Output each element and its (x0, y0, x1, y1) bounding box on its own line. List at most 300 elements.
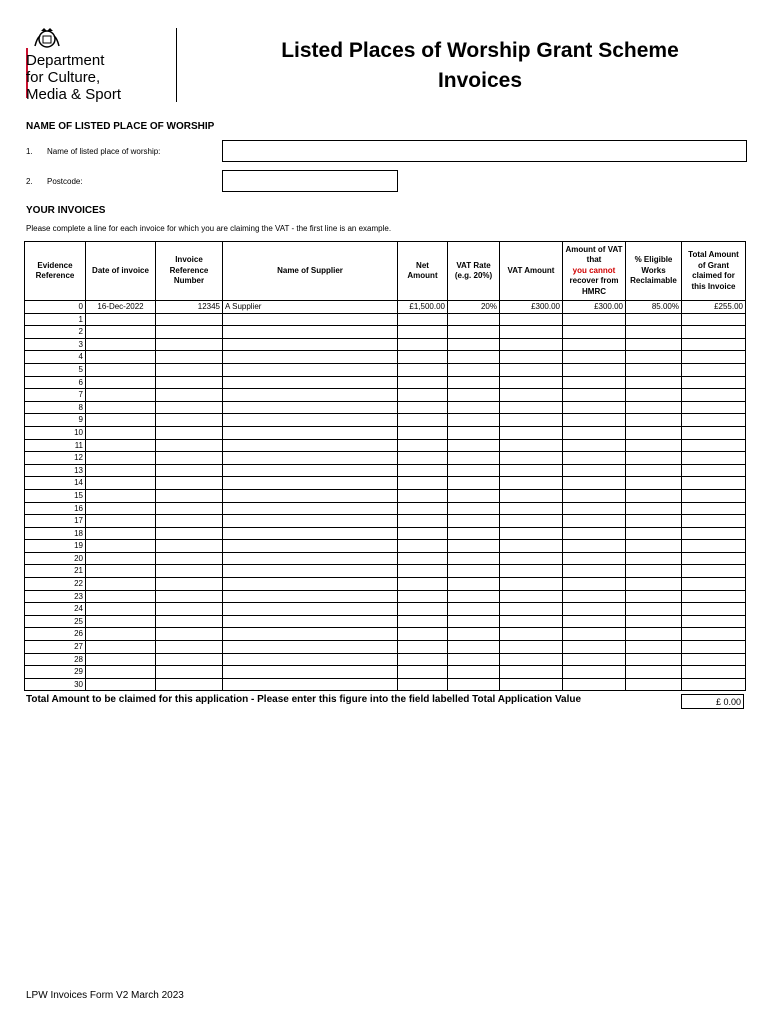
table-cell[interactable] (223, 426, 398, 439)
table-cell[interactable] (398, 414, 448, 427)
table-cell[interactable] (500, 628, 563, 641)
table-cell[interactable] (223, 552, 398, 565)
table-cell[interactable] (398, 603, 448, 616)
table-cell[interactable] (156, 489, 223, 502)
table-cell[interactable] (223, 527, 398, 540)
table-cell[interactable] (86, 502, 156, 515)
table-cell[interactable] (223, 477, 398, 490)
table-cell[interactable] (223, 515, 398, 528)
table-cell[interactable] (86, 540, 156, 553)
table-cell[interactable] (626, 401, 682, 414)
table-cell[interactable] (398, 401, 448, 414)
table-cell[interactable] (398, 666, 448, 679)
table-cell[interactable] (500, 578, 563, 591)
table-cell[interactable] (448, 351, 500, 364)
table-cell[interactable] (563, 578, 626, 591)
table-cell[interactable] (626, 603, 682, 616)
table-cell[interactable] (563, 641, 626, 654)
table-cell[interactable] (448, 439, 500, 452)
row-ref: 10 (25, 426, 86, 439)
table-cell[interactable] (156, 363, 223, 376)
table-cell[interactable] (448, 389, 500, 402)
table-cell[interactable] (563, 338, 626, 351)
table-cell[interactable] (682, 641, 746, 654)
table-cell[interactable] (500, 452, 563, 465)
table-cell[interactable] (448, 590, 500, 603)
table-cell[interactable] (563, 653, 626, 666)
table-cell[interactable] (500, 426, 563, 439)
table-cell[interactable] (563, 389, 626, 402)
table-cell[interactable] (626, 515, 682, 528)
table-row (25, 439, 746, 452)
table-cell[interactable] (223, 389, 398, 402)
table-cell[interactable] (448, 666, 500, 679)
table-cell[interactable] (398, 653, 448, 666)
table-cell[interactable] (86, 326, 156, 339)
table-cell[interactable] (626, 439, 682, 452)
table-row (25, 653, 746, 666)
table-cell[interactable] (223, 363, 398, 376)
table-cell[interactable] (500, 351, 563, 364)
table-cell[interactable] (626, 552, 682, 565)
table-cell[interactable] (682, 338, 746, 351)
table-cell[interactable] (626, 326, 682, 339)
table-cell[interactable] (156, 653, 223, 666)
table-cell[interactable] (398, 452, 448, 465)
row-ref: 9 (25, 414, 86, 427)
table-cell[interactable] (682, 426, 746, 439)
table-cell[interactable] (448, 313, 500, 326)
table-cell[interactable] (156, 578, 223, 591)
table-cell[interactable] (626, 641, 682, 654)
table-cell[interactable] (500, 439, 563, 452)
table-cell[interactable] (626, 666, 682, 679)
table-cell[interactable] (682, 653, 746, 666)
table-cell[interactable] (682, 502, 746, 515)
table-cell[interactable] (500, 615, 563, 628)
table-cell[interactable] (500, 678, 563, 691)
table-cell[interactable] (563, 426, 626, 439)
table-cell[interactable] (86, 578, 156, 591)
table-cell[interactable] (156, 628, 223, 641)
table-cell[interactable] (682, 615, 746, 628)
table-cell[interactable] (86, 414, 156, 427)
example-eligible[interactable]: 85.00% (626, 301, 682, 314)
table-cell[interactable] (223, 489, 398, 502)
table-cell[interactable] (448, 653, 500, 666)
table-cell[interactable] (398, 464, 448, 477)
row-ref: 12 (25, 452, 86, 465)
table-cell[interactable] (626, 678, 682, 691)
table-cell[interactable] (448, 578, 500, 591)
table-cell[interactable] (223, 590, 398, 603)
table-cell[interactable] (563, 376, 626, 389)
table-cell[interactable] (500, 603, 563, 616)
table-row (25, 527, 746, 540)
table-cell[interactable] (156, 401, 223, 414)
table-cell[interactable] (156, 678, 223, 691)
table-cell[interactable] (626, 452, 682, 465)
table-cell[interactable] (86, 363, 156, 376)
table-cell[interactable] (563, 678, 626, 691)
table-cell[interactable] (563, 313, 626, 326)
table-cell[interactable] (682, 401, 746, 414)
header-supplier: Name of Supplier (223, 242, 398, 301)
table-cell[interactable] (223, 615, 398, 628)
table-cell[interactable] (156, 515, 223, 528)
table-cell[interactable] (86, 313, 156, 326)
table-cell[interactable] (86, 603, 156, 616)
table-cell[interactable] (500, 389, 563, 402)
table-cell[interactable] (448, 452, 500, 465)
table-cell[interactable] (398, 389, 448, 402)
example-ref: 0 (25, 301, 86, 314)
table-cell[interactable] (156, 502, 223, 515)
table-cell[interactable] (398, 615, 448, 628)
table-cell[interactable] (398, 527, 448, 540)
table-cell[interactable] (682, 540, 746, 553)
table-cell[interactable] (223, 313, 398, 326)
table-cell[interactable] (563, 452, 626, 465)
table-row (25, 502, 746, 515)
table-cell[interactable] (682, 313, 746, 326)
table-cell[interactable] (398, 351, 448, 364)
table-cell[interactable] (223, 565, 398, 578)
table-cell[interactable] (156, 313, 223, 326)
table-cell[interactable] (563, 489, 626, 502)
table-cell[interactable] (563, 439, 626, 452)
table-cell[interactable] (156, 389, 223, 402)
row-ref: 14 (25, 477, 86, 490)
table-cell[interactable] (563, 401, 626, 414)
table-cell[interactable] (500, 565, 563, 578)
table-cell[interactable] (448, 603, 500, 616)
table-cell[interactable] (223, 401, 398, 414)
example-vat-rate[interactable]: 20% (448, 301, 500, 314)
table-cell[interactable] (156, 376, 223, 389)
table-cell[interactable] (563, 603, 626, 616)
table-cell[interactable] (398, 426, 448, 439)
table-cell[interactable] (86, 452, 156, 465)
table-cell[interactable] (682, 678, 746, 691)
table-cell[interactable] (682, 452, 746, 465)
example-invoice-ref[interactable]: 12345 (156, 301, 223, 314)
table-cell[interactable] (398, 628, 448, 641)
table-row (25, 426, 746, 439)
table-cell[interactable] (448, 540, 500, 553)
table-cell[interactable] (86, 527, 156, 540)
table-cell[interactable] (398, 326, 448, 339)
table-cell[interactable] (500, 502, 563, 515)
table-cell[interactable] (448, 464, 500, 477)
table-cell[interactable] (86, 565, 156, 578)
table-cell[interactable] (156, 527, 223, 540)
table-cell[interactable] (563, 590, 626, 603)
table-cell[interactable] (682, 552, 746, 565)
table-cell[interactable] (86, 653, 156, 666)
table-cell[interactable] (448, 515, 500, 528)
table-cell[interactable] (156, 666, 223, 679)
table-cell[interactable] (448, 338, 500, 351)
table-cell[interactable] (156, 540, 223, 553)
table-cell[interactable] (500, 552, 563, 565)
table-cell[interactable] (626, 502, 682, 515)
table-cell[interactable] (398, 439, 448, 452)
table-cell[interactable] (500, 540, 563, 553)
table-cell[interactable] (682, 439, 746, 452)
table-cell[interactable] (86, 628, 156, 641)
table-cell[interactable] (448, 376, 500, 389)
table-cell[interactable] (682, 515, 746, 528)
table-cell[interactable] (86, 590, 156, 603)
table-cell[interactable] (682, 326, 746, 339)
table-cell[interactable] (626, 363, 682, 376)
total-value: £ 0.00 (681, 694, 744, 709)
table-cell[interactable] (626, 414, 682, 427)
table-cell[interactable] (223, 678, 398, 691)
table-cell[interactable] (223, 439, 398, 452)
table-cell[interactable] (86, 426, 156, 439)
table-cell[interactable] (448, 641, 500, 654)
table-cell[interactable] (626, 628, 682, 641)
table-cell[interactable] (156, 603, 223, 616)
table-cell[interactable] (398, 477, 448, 490)
table-cell[interactable] (86, 641, 156, 654)
table-row (25, 552, 746, 565)
table-cell[interactable] (626, 376, 682, 389)
table-cell[interactable] (500, 653, 563, 666)
table-cell[interactable] (156, 426, 223, 439)
table-cell[interactable] (223, 603, 398, 616)
vat-unrecoverable-red: you cannot (572, 265, 616, 275)
table-cell[interactable] (563, 527, 626, 540)
table-cell[interactable] (626, 313, 682, 326)
table-cell[interactable] (156, 414, 223, 427)
table-cell[interactable] (448, 477, 500, 490)
table-cell[interactable] (448, 363, 500, 376)
table-cell[interactable] (500, 489, 563, 502)
table-cell[interactable] (626, 489, 682, 502)
table-cell[interactable] (500, 401, 563, 414)
table-cell[interactable] (223, 414, 398, 427)
table-cell[interactable] (682, 527, 746, 540)
table-cell[interactable] (682, 590, 746, 603)
table-cell[interactable] (682, 628, 746, 641)
table-cell[interactable] (500, 477, 563, 490)
table-cell[interactable] (223, 326, 398, 339)
table-cell[interactable] (500, 641, 563, 654)
table-cell[interactable] (500, 590, 563, 603)
table-cell[interactable] (563, 477, 626, 490)
table-row (25, 666, 746, 679)
table-cell[interactable] (500, 326, 563, 339)
table-cell[interactable] (626, 590, 682, 603)
table-cell[interactable] (156, 552, 223, 565)
table-cell[interactable] (682, 389, 746, 402)
row-ref: 25 (25, 615, 86, 628)
table-cell[interactable] (448, 527, 500, 540)
table-cell[interactable] (223, 376, 398, 389)
table-cell[interactable] (86, 515, 156, 528)
table-cell[interactable] (682, 578, 746, 591)
table-cell[interactable] (563, 351, 626, 364)
table-cell[interactable] (156, 452, 223, 465)
example-net[interactable]: £1,500.00 (398, 301, 448, 314)
table-cell[interactable] (500, 666, 563, 679)
table-cell[interactable] (223, 641, 398, 654)
table-cell[interactable] (398, 489, 448, 502)
example-vat-unrecoverable[interactable]: £300.00 (563, 301, 626, 314)
table-cell[interactable] (398, 641, 448, 654)
table-cell[interactable] (500, 515, 563, 528)
table-cell[interactable] (626, 338, 682, 351)
table-cell[interactable] (86, 678, 156, 691)
table-cell[interactable] (626, 565, 682, 578)
table-cell[interactable] (626, 351, 682, 364)
table-cell[interactable] (626, 464, 682, 477)
table-cell[interactable] (500, 363, 563, 376)
table-cell[interactable] (448, 552, 500, 565)
table-cell[interactable] (86, 489, 156, 502)
table-cell[interactable] (563, 515, 626, 528)
table-cell[interactable] (398, 313, 448, 326)
table-cell[interactable] (682, 565, 746, 578)
example-row (25, 301, 746, 314)
table-cell[interactable] (156, 641, 223, 654)
table-cell[interactable] (86, 464, 156, 477)
table-cell[interactable] (86, 401, 156, 414)
table-cell[interactable] (86, 439, 156, 452)
table-cell[interactable] (500, 414, 563, 427)
table-row (25, 401, 746, 414)
table-cell[interactable] (223, 578, 398, 591)
table-cell[interactable] (86, 338, 156, 351)
place-name-input[interactable] (222, 140, 747, 162)
table-cell[interactable] (86, 552, 156, 565)
table-cell[interactable] (682, 464, 746, 477)
example-date[interactable]: 16-Dec-2022 (86, 301, 156, 314)
table-cell[interactable] (86, 351, 156, 364)
table-cell[interactable] (448, 615, 500, 628)
table-cell[interactable] (682, 363, 746, 376)
table-cell[interactable] (156, 439, 223, 452)
table-cell[interactable] (223, 338, 398, 351)
table-cell[interactable] (448, 414, 500, 427)
table-cell[interactable] (448, 401, 500, 414)
table-cell[interactable] (223, 464, 398, 477)
table-cell[interactable] (626, 578, 682, 591)
example-vat-amount[interactable]: £300.00 (500, 301, 563, 314)
table-cell[interactable] (626, 615, 682, 628)
table-cell[interactable] (682, 414, 746, 427)
table-cell[interactable] (682, 477, 746, 490)
table-cell[interactable] (563, 615, 626, 628)
table-cell[interactable] (398, 678, 448, 691)
table-cell[interactable] (398, 540, 448, 553)
table-cell[interactable] (398, 515, 448, 528)
row-ref: 22 (25, 578, 86, 591)
table-cell[interactable] (398, 590, 448, 603)
table-cell[interactable] (563, 552, 626, 565)
table-cell[interactable] (563, 464, 626, 477)
table-cell[interactable] (563, 326, 626, 339)
table-cell[interactable] (448, 326, 500, 339)
table-cell[interactable] (448, 565, 500, 578)
table-cell[interactable] (398, 578, 448, 591)
table-cell[interactable] (398, 376, 448, 389)
table-cell[interactable] (682, 376, 746, 389)
table-cell[interactable] (448, 628, 500, 641)
table-cell[interactable] (448, 678, 500, 691)
table-cell[interactable] (86, 376, 156, 389)
postcode-input[interactable] (222, 170, 398, 192)
table-cell[interactable] (448, 502, 500, 515)
table-cell[interactable] (223, 666, 398, 679)
table-cell[interactable] (156, 351, 223, 364)
table-cell[interactable] (86, 389, 156, 402)
table-cell[interactable] (563, 628, 626, 641)
table-cell[interactable] (563, 363, 626, 376)
table-cell[interactable] (563, 540, 626, 553)
table-cell[interactable] (563, 565, 626, 578)
table-cell[interactable] (626, 527, 682, 540)
table-cell[interactable] (156, 464, 223, 477)
table-cell[interactable] (86, 477, 156, 490)
table-cell[interactable] (682, 666, 746, 679)
table-cell[interactable] (626, 477, 682, 490)
table-cell[interactable] (500, 376, 563, 389)
table-cell[interactable] (156, 590, 223, 603)
table-cell[interactable] (223, 502, 398, 515)
table-cell[interactable] (398, 363, 448, 376)
table-cell[interactable] (86, 615, 156, 628)
table-cell[interactable] (563, 502, 626, 515)
table-cell[interactable] (156, 615, 223, 628)
example-supplier[interactable]: A Supplier (223, 301, 398, 314)
table-cell[interactable] (500, 464, 563, 477)
table-cell[interactable] (156, 326, 223, 339)
table-cell[interactable] (156, 338, 223, 351)
table-cell[interactable] (156, 565, 223, 578)
table-cell[interactable] (500, 527, 563, 540)
table-cell[interactable] (223, 653, 398, 666)
table-row (25, 489, 746, 502)
table-cell[interactable] (223, 452, 398, 465)
table-cell[interactable] (398, 552, 448, 565)
table-cell[interactable] (398, 565, 448, 578)
table-cell[interactable] (223, 351, 398, 364)
table-cell[interactable] (448, 489, 500, 502)
table-cell[interactable] (626, 653, 682, 666)
table-cell[interactable] (563, 414, 626, 427)
table-cell[interactable] (398, 338, 448, 351)
table-cell[interactable] (682, 351, 746, 364)
table-cell[interactable] (563, 666, 626, 679)
table-cell[interactable] (223, 540, 398, 553)
table-cell[interactable] (500, 338, 563, 351)
table-cell[interactable] (500, 313, 563, 326)
table-cell[interactable] (223, 628, 398, 641)
table-cell[interactable] (626, 426, 682, 439)
table-cell[interactable] (398, 502, 448, 515)
table-cell[interactable] (682, 489, 746, 502)
table-cell[interactable] (86, 666, 156, 679)
table-cell[interactable] (626, 389, 682, 402)
table-cell[interactable] (156, 477, 223, 490)
table-cell[interactable] (448, 426, 500, 439)
table-cell[interactable] (626, 540, 682, 553)
table-cell[interactable] (682, 603, 746, 616)
